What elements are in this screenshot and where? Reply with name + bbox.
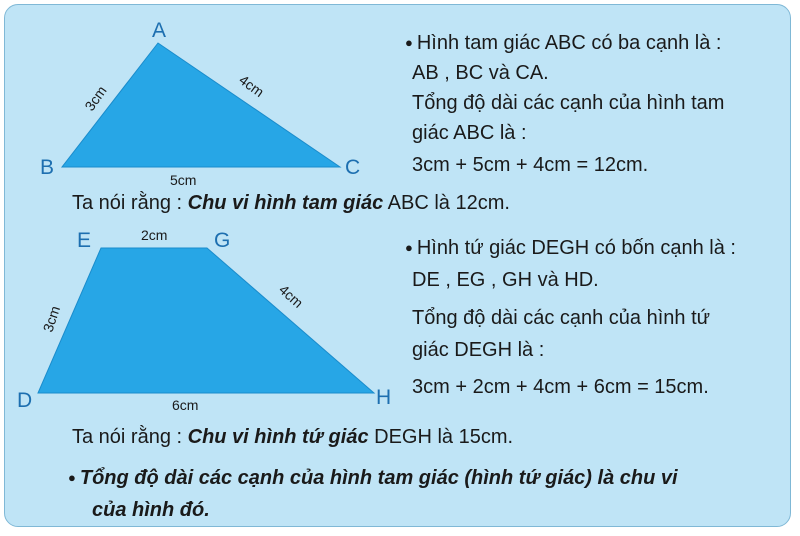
- triangle-conclusion: [72, 188, 510, 218]
- side-ac-label: 4cm: [236, 71, 268, 100]
- triangle-desc-line2: AB , BC và CA.: [412, 62, 549, 84]
- side-ab-label: 3cm: [81, 82, 110, 114]
- vertex-b-label: B: [40, 156, 55, 179]
- vertex-a-label: A: [152, 19, 167, 42]
- conclusion-prefix: Ta nói rằng :: [72, 426, 188, 448]
- triangle-calc: 3cm + 5cm + 4cm = 12cm.: [412, 154, 649, 176]
- conclusion-suffix: ABC là 12cm.: [383, 192, 510, 214]
- side-gh-label: 4cm: [275, 281, 307, 311]
- quad-desc-line3: Tổng độ dài các cạnh của hình tứ: [412, 307, 711, 329]
- triangle-desc-line4: giác ABC là :: [412, 122, 527, 144]
- quad-desc-line4: giác DEGH là :: [412, 339, 545, 361]
- triangle-abc: [62, 43, 340, 167]
- vertex-c-label: C: [345, 156, 361, 179]
- quad-desc-line1: ● Hình tứ giác DEGH có bốn cạnh là :: [405, 233, 736, 265]
- vertex-g-label: G: [214, 229, 231, 252]
- conclusion-term: Chu vi hình tam giác: [187, 192, 384, 214]
- side-bc-label: 5cm: [170, 172, 197, 188]
- vertex-e-label: E: [77, 229, 92, 252]
- side-eg-label: 2cm: [141, 227, 168, 243]
- vertex-d-label: D: [17, 389, 33, 412]
- quad-desc-line2: DE , EG , GH và HD.: [412, 269, 599, 291]
- vertex-h-label: H: [376, 386, 392, 409]
- quad-conclusion: [72, 422, 513, 452]
- conclusion-term: Chu vi hình tứ giác: [187, 426, 369, 448]
- triangle-desc-line3: Tổng độ dài các cạnh của hình tam: [412, 92, 725, 114]
- quad-calc: 3cm + 2cm + 4cm + 6cm = 15cm.: [412, 376, 709, 398]
- quadrilateral-degh: [38, 248, 374, 393]
- side-dh-label: 6cm: [172, 397, 199, 413]
- rule-line1: ● Tổng độ dài các cạnh của hình tam giác (hình tứ giác) là chu vi: [68, 463, 678, 495]
- rule-line2: của hình đó.: [92, 499, 210, 521]
- triangle-desc-line1: ● Hình tam giác ABC có ba cạnh là :: [405, 28, 721, 60]
- side-de-label: 3cm: [39, 303, 64, 334]
- conclusion-suffix: DEGH là 15cm.: [368, 426, 514, 448]
- conclusion-prefix: Ta nói rằng :: [72, 192, 188, 214]
